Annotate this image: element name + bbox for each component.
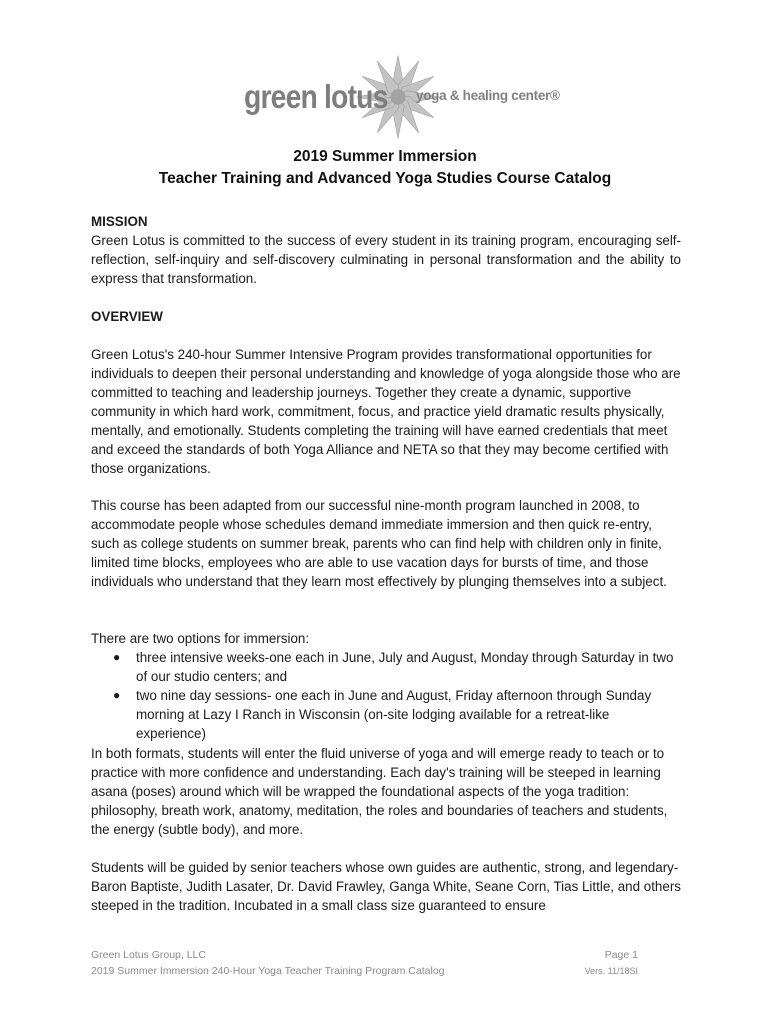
immersion-options-list [91, 648, 681, 743]
option-text: three intensive weeks-one each in June, July and August, Monday through Saturday in two of our studio centers; and [136, 650, 674, 684]
bullet-icon: ● [113, 650, 121, 664]
overview-paragraph-1: Green Lotus's 240-hour Summer Intensive Program provides transformational opportunities for individuals to deepen their personal understanding and knowledge of yoga alongside those who are committed to teaching and leadership journeys. Together they create a dynamic, supportive community in which hard work, commitment, focus, and practice yield dramatic results physically, mentally, and emotionally. Students completing the training will have earned credentials that meet and exceed the standards of both Yoga Alliance and NETA so that they may become certified with those organizations. [91, 347, 681, 476]
options-intro: There are two options for immersion: [91, 631, 310, 646]
overview-paragraph-2: This course has been adapted from our successful nine-month program launched in 2008, to accommodate people whose schedules demand immediate immersion and then quick re-entry, such as college students on summer break, parents who can find help with children only in finite, limited time blocks, employees who are able to use vacation days for bursts of time, and those individuals who understand that they learn most effectively by plunging themselves into a subject. [91, 498, 667, 589]
overview-paragraph-3: In both formats, students will enter the fluid universe of yoga and will emerge ready to teach or to practice with more confidence and understanding. Each day's training will be steeped in learning asana (poses) around which will be wrapped the foundational aspects of the yoga tradition: philosophy, breath work, anatomy, meditation, the roles and boundaries of teachers and students, the energy (subtle body), and more. [91, 746, 668, 837]
list-item [91, 686, 681, 743]
footer-company: Green Lotus Group, LLC [91, 949, 206, 961]
overview-heading: OVERVIEW [91, 309, 163, 324]
page-footer-right [572, 947, 638, 979]
green-lotus-logo [240, 52, 560, 142]
mission-heading: MISSION [91, 214, 148, 229]
logo-tagline: yoga & healing center® [416, 88, 560, 103]
logo-wordmark: green lotus [244, 78, 388, 115]
footer-page-number: Page 1 [604, 949, 638, 961]
mission-text: Green Lotus is committed to the success of every student in its training program, encouraging self-reflection, self-inquiry and self-discovery culminating in personal transformation and the ability to express that transformation. [91, 233, 681, 286]
option-text: two nine day sessions- one each in June and August, Friday afternoon through Sunday morning at Lazy I Ranch in Wisconsin (on-site lodging available for a retreat-like experience) [136, 688, 652, 741]
footer-version: Vers. 11/18SI [584, 966, 638, 976]
page-footer-left [91, 947, 445, 979]
list-item [91, 648, 681, 686]
overview-paragraph-4: Students will be guided by senior teachers whose own guides are authentic, strong, and legendary-Baron Baptiste, Judith Lasater, Dr. David Frawley, Ganga White, Seane Corn, Tias Little, and others steeped in the tradition. Incubated in a small class size guaranteed to ensure [91, 860, 681, 913]
bullet-icon: ● [113, 688, 121, 702]
document-title: 2019 Summer Immersion [293, 148, 477, 165]
document-subtitle: Teacher Training and Advanced Yoga Studies Course Catalog [158, 170, 612, 187]
footer-catalog: 2019 Summer Immersion 240-Hour Yoga Teacher Training Program Catalog [91, 965, 445, 977]
